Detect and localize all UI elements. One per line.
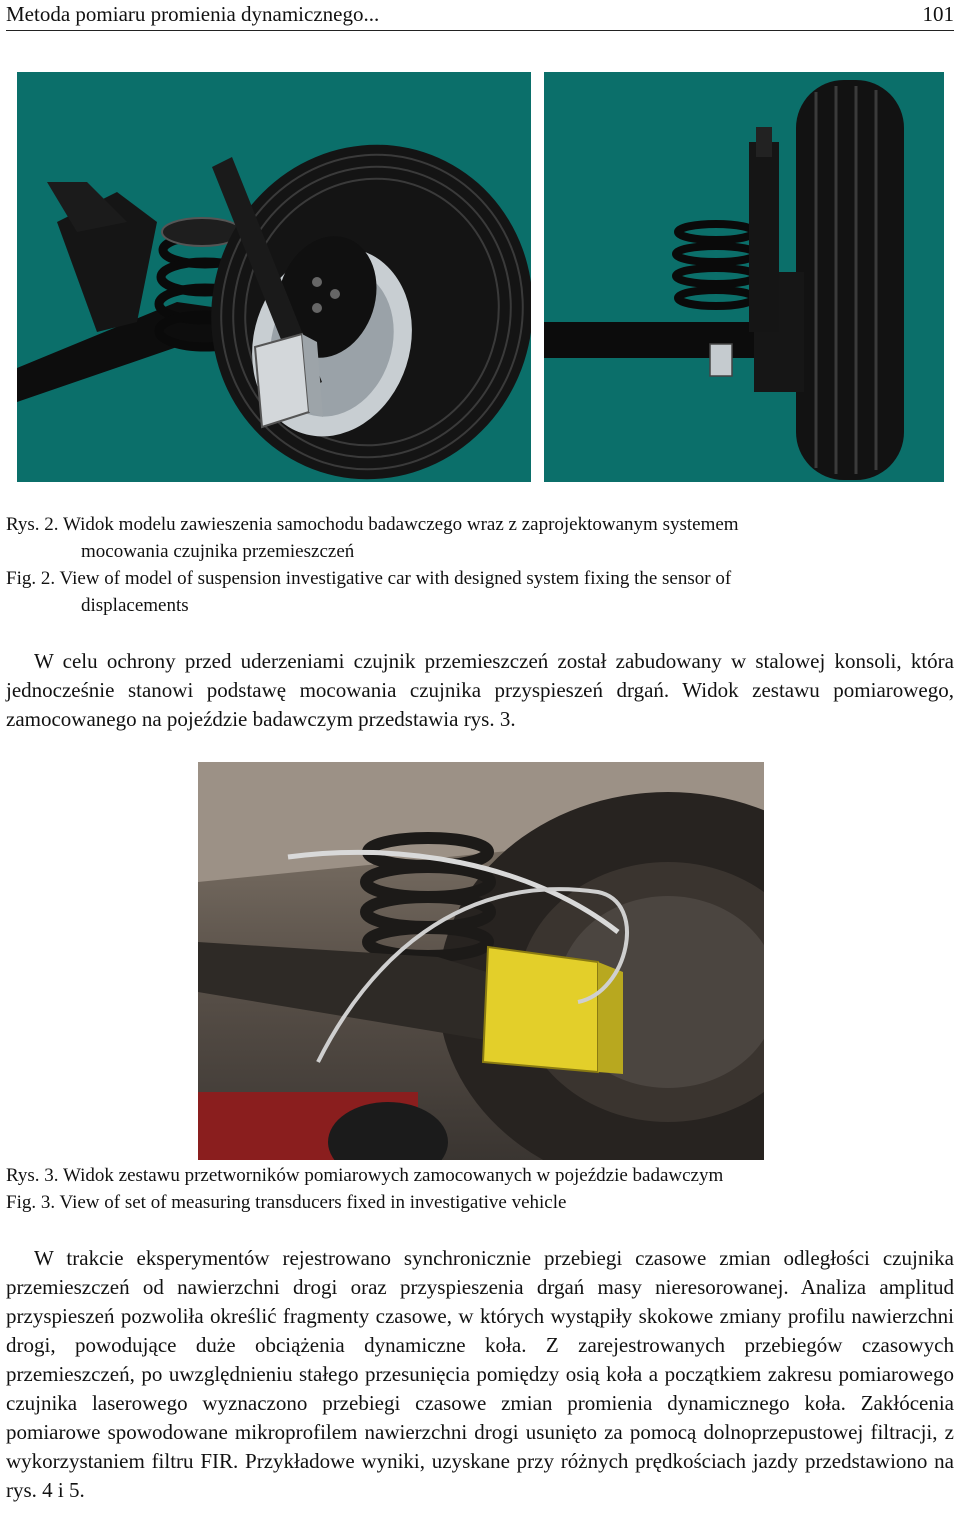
- body-paragraph-2: [6, 1244, 954, 1505]
- suspension-front-image: [544, 72, 944, 482]
- figure2-caption: [6, 511, 906, 619]
- figure2-caption-en-line1: Fig. 2. View of model of suspension investigative car with designed system fixing the sensor of: [6, 568, 732, 589]
- page-number: 101: [922, 2, 954, 26]
- suspension-isometric-image: [17, 72, 531, 482]
- figure3-caption: [6, 1162, 906, 1216]
- paragraph-1-text: W celu ochrony przed uderzeniami czujnik przemieszczeń został zabudowany w stalowej konsoli, która jednocześnie stanowi podstawę mocowania czujnika przyspieszeń drgań. Widok zestawu pomiarowego, zamocowanego na pojeździe badawczym przedstawia rys. 3.: [6, 649, 954, 731]
- figure3-caption-pl: Rys. 3. Widok zestawu przetworników pomiarowych zamocowanych w pojeździe badawczym: [6, 1165, 724, 1186]
- figure3-caption-en: Fig. 3. View of set of measuring transducers fixed in investigative vehicle: [6, 1192, 567, 1213]
- measurement-set-photo: [198, 762, 764, 1160]
- figure2-render-isometric: [17, 72, 531, 482]
- figure2-caption-en-line2: displacements: [81, 595, 189, 616]
- body-paragraph-1: [6, 647, 954, 734]
- figure2-caption-pl-line1: Rys. 2. Widok modelu zawieszenia samochodu badawczego wraz z zaprojektowanym systemem: [6, 514, 739, 535]
- figure2-caption-pl-line2: mocowania czujnika przemieszczeń: [81, 541, 355, 562]
- running-header: [6, 0, 954, 31]
- figure3-photo: [198, 762, 764, 1160]
- running-title: Metoda pomiaru promienia dynamicznego...: [6, 2, 380, 26]
- paragraph-2-text: W trakcie eksperymentów rejestrowano synchronicznie przebiegi czasowe zmian odległości czujnika przemieszczeń od nawierzchni drogi oraz przyspieszenia drgań masy nieresorowanej. Analiza amplitud przyspieszeń pozwoliła określić fragmenty czasowe, w których wystąpiły skokowe zmiany profilu nawierzchni drogi, powodujące duże obciążenia dynamiczne koła. Z zarejestrowanych przebiegów czasowych przemieszczeń, po uwzględnieniu stałego przesunięcia pomiędzy osią koła a początkiem zakresu pomiarowego czujnika laserowego wyznaczono przebiegi czasowe zmian promienia dynamicznego koła. Zakłócenia pomiarowe spowodowane mikroprofilem nawierzchni drogi usunięto za pomocą dolnoprzepustowej filtracji, z wykorzystaniem filtru FIR. Przykładowe wyniki, uzyskane przy różnych prędkościach jazdy przedstawiono na rys. 4 i 5.: [6, 1246, 954, 1502]
- figure2-render-front: [544, 72, 944, 482]
